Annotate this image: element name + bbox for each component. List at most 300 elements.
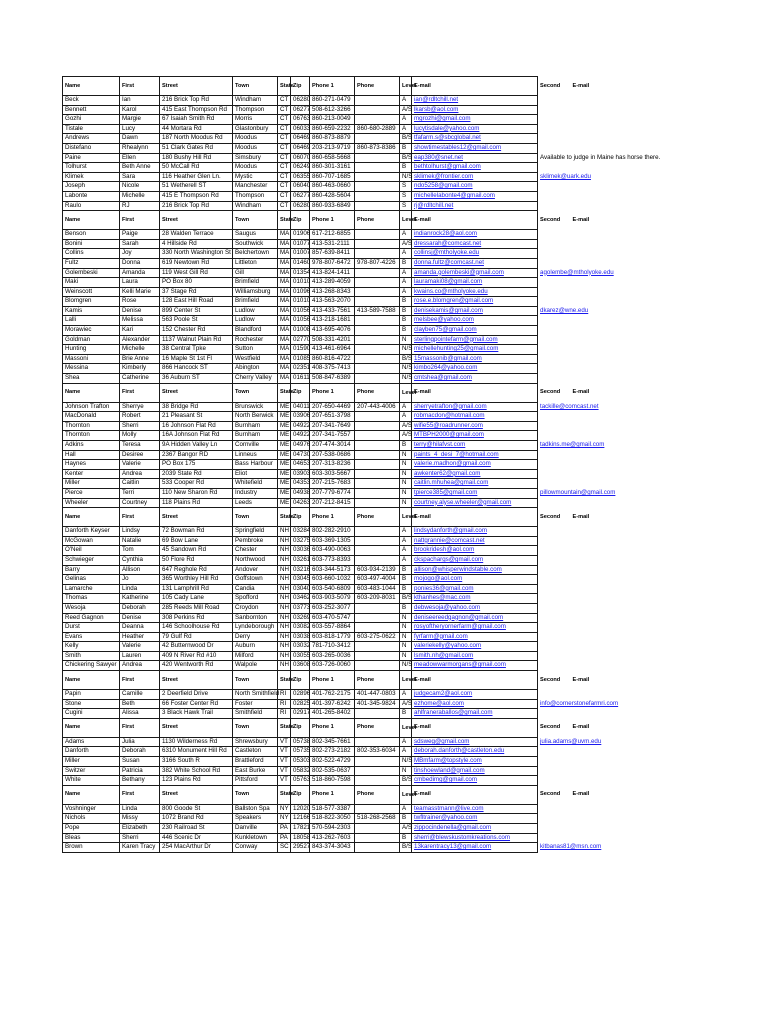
cell-phone1: 207-313-8236 [310, 460, 355, 470]
email-link[interactable]: tfafarm.s@sbcglobal.net [414, 134, 481, 142]
cell-zip: 02351 [291, 364, 310, 374]
cell-town: Ballston Spa [233, 804, 278, 814]
column-header-phone: Phone [355, 508, 400, 527]
cell-email [412, 690, 538, 700]
email-link[interactable]: nattgrannie@comcast.net [414, 536, 485, 544]
cell-email2 [571, 335, 731, 345]
email-link[interactable]: lindsydanforth@gmail.com [414, 527, 487, 535]
cell-email [412, 584, 538, 594]
email-link[interactable]: michellehunting25@gmail.com [414, 345, 499, 353]
cell-zip: 01096 [291, 287, 310, 297]
cell-email [412, 96, 538, 106]
cell-email2 [571, 469, 731, 479]
email-link[interactable]: kimbo264@yahoo.com [414, 364, 478, 372]
cell-name: Hall [63, 450, 120, 460]
cell-email2 [571, 747, 731, 757]
cell-email [412, 163, 538, 173]
cell-email2 [571, 297, 731, 307]
cell-email2 [571, 776, 731, 786]
cell-first: Heather [120, 632, 160, 642]
cell-town: Derry [233, 632, 278, 642]
cell-phone1: 207-341-7557 [310, 431, 355, 441]
cell-state: RI [278, 699, 291, 709]
cell-state: MA [278, 306, 291, 316]
column-header-street: Street [160, 671, 233, 690]
cell-state: MA [278, 230, 291, 240]
cell-street: 619 Newtown Rd [160, 258, 233, 268]
column-header-level: Level [400, 77, 412, 96]
email-link[interactable]: clayben75@gmail.com [414, 326, 477, 334]
cell-phone1: 860-816-4722 [310, 354, 355, 364]
column-header-town: Town [233, 785, 278, 804]
email-link[interactable]: kwains.co@mtholyoke.edu [414, 287, 488, 295]
cell-email [412, 757, 538, 767]
cell-email2 [571, 191, 731, 201]
email-link[interactable]: ezhome@aol.com [414, 699, 464, 707]
cell-phone1: 802-345-7661 [310, 737, 355, 747]
cell-second [538, 326, 571, 336]
cell-first: Valerie [120, 460, 160, 470]
cell-phone1: 603-252-3077 [310, 603, 355, 613]
cell-zip: 04011 [291, 402, 310, 412]
email-link[interactable]: michellelabonte4@gmail.com [414, 191, 495, 199]
email-link[interactable]: denisekamis@gmail.com [414, 306, 483, 314]
cell-phone1: 413-268-8343 [310, 287, 355, 297]
email-link[interactable]: zippocindenella@gmail.com [414, 824, 492, 831]
email-link[interactable]: mojogo@aol.com [414, 575, 463, 583]
column-header-state: State [278, 508, 291, 527]
cell-street: 50 McCall Rd [160, 163, 233, 173]
cell-phone1: 603-344-5173 [310, 565, 355, 575]
cell-state: NY [278, 814, 291, 824]
cell-name: Schwieger [63, 555, 120, 565]
email-link[interactable]: info@cornerstonefarmri.com [540, 699, 619, 707]
cell-name: Wesoja [63, 603, 120, 613]
email-link[interactable]: cmtshea@gmail.com [414, 374, 472, 382]
cell-street: 16 Johnson Flat Rd [160, 421, 233, 431]
email-link[interactable]: lkarsb@aol.com [414, 105, 459, 113]
cell-state: RI [278, 690, 291, 700]
email-link[interactable]: sdsweg@gmail.com [414, 737, 470, 745]
cell-second [538, 479, 571, 489]
cell-name: Lamarche [63, 584, 120, 594]
cell-second [538, 469, 571, 479]
cell-level: N/S [400, 661, 412, 671]
cell-name: Bennett [63, 105, 120, 115]
cell-phone [355, 546, 400, 556]
email-link[interactable]: courtney.alyse.wheeler@gmail.com [414, 498, 512, 506]
email-link[interactable]: awkenter62@gmail.com [414, 469, 481, 477]
email-link[interactable]: lucytisdale@yahoo.com [414, 124, 480, 132]
cell-zip: 03275 [291, 536, 310, 546]
cell-phone1: 518-577-3387 [310, 804, 355, 814]
cell-phone [355, 326, 400, 336]
cell-email [412, 153, 538, 163]
cell-first: Rose [120, 297, 160, 307]
cell-second [538, 115, 571, 125]
email-link[interactable]: 15massonib@gmail.com [414, 354, 482, 362]
cell-second [538, 699, 619, 709]
cell-phone [355, 412, 400, 422]
email-link[interactable]: ahlfraneraballos@gmail.com [414, 709, 493, 717]
email-link[interactable]: ponies36@gmail.com [414, 584, 474, 592]
email-link[interactable]: valeriekelly@yahoo.com [414, 642, 482, 650]
email-link[interactable]: sterlingpointefarm@gmail.com [414, 335, 498, 343]
cell-level: N/S [400, 172, 412, 182]
cell-second [538, 709, 571, 719]
email-link[interactable]: deborah.danforth@castleton.edu [414, 747, 505, 755]
cell-zip: 01590 [291, 345, 310, 355]
column-header-phone1: Phone 1 [310, 383, 355, 402]
cell-first: Denise [120, 306, 160, 316]
cell-name: Bonini [63, 239, 120, 249]
cell-zip: 04653 [291, 460, 310, 470]
cell-first: Terri [120, 488, 160, 498]
cell-level: N [400, 766, 412, 776]
cell-street: 1130 Wilderness Rd [160, 737, 233, 747]
cell-town: Cherry Valley [233, 374, 278, 384]
email-link[interactable]: lauramaki08@gmail.com [414, 278, 483, 286]
cell-name: Joseph [63, 182, 120, 192]
table-row [63, 690, 731, 700]
table-row [63, 565, 731, 575]
cell-town: Croydon [233, 603, 278, 613]
email-link[interactable]: judgecam2@aol.com [414, 690, 473, 698]
email-link[interactable]: MBmfarm@topstyle.com [414, 757, 482, 765]
table-row [63, 172, 731, 182]
cell-state: CT [278, 134, 291, 144]
cell-street: 69 Bow Lane [160, 536, 233, 546]
column-header-town: Town [233, 77, 278, 96]
table-row [63, 124, 731, 134]
cell-name: Pope [63, 824, 120, 834]
cell-first: Allison [120, 565, 160, 575]
cell-level: B [400, 575, 412, 585]
cell-town: Gill [233, 268, 278, 278]
email-link[interactable]: melsbee@yahoo.com [414, 316, 474, 324]
column-header-email: E-mail [412, 785, 538, 804]
cell-name: Nichols [63, 814, 120, 824]
cell-level: N/S [400, 757, 412, 767]
cell-zip: 05763 [291, 776, 310, 786]
email-link[interactable]: debwesoja@yahoo.com [414, 603, 481, 611]
cell-email2 [571, 134, 731, 144]
cell-state: MA [278, 268, 291, 278]
column-header-first: First [120, 718, 160, 737]
cell-email2 [571, 345, 731, 355]
cell-first: Michelle [120, 345, 160, 355]
table-row [63, 239, 731, 249]
email-link[interactable]: julia.adams@uvm.edu [540, 737, 602, 745]
column-header-first: First [120, 508, 160, 527]
table-row [63, 278, 731, 288]
cell-second [538, 201, 571, 211]
email-link[interactable]: caitlin.mhuhea@gmail.com [414, 479, 489, 487]
email-link[interactable]: showtimestables12@gmail.com [414, 143, 502, 151]
cell-level: N/S [400, 364, 412, 374]
cell-street: 45 Sandown Rd [160, 546, 233, 556]
cell-zip: 01007 [291, 249, 310, 259]
cell-email2 [571, 555, 731, 565]
email-link[interactable]: tpierce385@gmail.com [414, 488, 478, 496]
cell-zip: 06070 [291, 153, 310, 163]
column-header-town: Town [233, 671, 278, 690]
cell-second [538, 297, 571, 307]
column-header-second: Second [540, 724, 561, 731]
cell-phone1: 518-822-3050 [310, 814, 355, 824]
cell-street: 123 Plains Rd [160, 776, 233, 786]
table-row [63, 651, 731, 661]
email-link[interactable]: dkarez@wne.edu [540, 306, 589, 314]
cell-state: VT [278, 737, 291, 747]
cell-level: A [400, 115, 412, 125]
cell-name: Kamis [63, 306, 120, 316]
email-link[interactable]: sklimek@uark.edu [540, 172, 591, 180]
column-header-first: First [120, 77, 160, 96]
cell-name: Danforth Keyser [63, 527, 120, 537]
cell-town: Thompson [233, 191, 278, 201]
cell-second [538, 163, 571, 173]
column-header-town: Town [233, 508, 278, 527]
email-link[interactable]: fyrfarm@gmail.com [414, 632, 468, 640]
cell-zip: 03040 [291, 584, 310, 594]
cell-first: Sherri [120, 833, 160, 843]
email-link[interactable]: robmacdon@hotmail.com [414, 412, 485, 420]
cell-state: NH [278, 584, 291, 594]
email-link[interactable]: 13karentracy13@gmail.com [414, 843, 492, 851]
email-link[interactable]: sherryetrafton@gmail.com [414, 402, 487, 410]
cell-street: 1072 Brand Rd [160, 814, 233, 824]
cell-phone [355, 239, 400, 249]
cell-phone1: 802-273-2182 [310, 747, 355, 757]
column-header-phone1: Phone 1 [310, 718, 355, 737]
table-row [63, 814, 731, 824]
cell-first: Kimberly [120, 364, 160, 374]
cell-zip: 06040 [291, 182, 310, 192]
email-link[interactable]: ian@rdltchill.net [414, 96, 459, 103]
email-link[interactable]: donna.fultz@comcast.net [414, 258, 484, 266]
cell-level: N [400, 450, 412, 460]
cell-state: SC [278, 843, 291, 853]
cell-phone1: 207-779-6774 [310, 488, 355, 498]
email-link[interactable]: MTBPH2000@gmail.com [414, 431, 484, 439]
email-link[interactable]: wifie55@roadrunner.com [414, 421, 483, 429]
cell-level: N [400, 335, 412, 345]
email-link[interactable]: tinshoewland@gmail.com [414, 766, 485, 774]
cell-zip: 05303 [291, 757, 310, 767]
email-link[interactable]: rosyoftheryornerfarm@gmail.com [414, 623, 506, 631]
cell-phone [355, 737, 400, 747]
cell-town: North Berwick [233, 412, 278, 422]
cell-first: Denise [120, 613, 160, 623]
cell-first: Andrea [120, 661, 160, 671]
cell-second [538, 642, 571, 652]
cell-email [412, 115, 538, 125]
email-link[interactable]: brookridesh@aol.com [414, 546, 475, 554]
email-link[interactable]: teamasstmann@live.com [414, 804, 484, 812]
cell-phone [355, 268, 400, 278]
cell-phone [355, 115, 400, 125]
column-header-phone1: Phone 1 [310, 77, 355, 96]
email-link[interactable]: terry@hilafvst.com [414, 441, 466, 448]
cell-name: Raulo [63, 201, 120, 211]
cell-first: Kelli Marie [120, 287, 160, 297]
cell-level: A [400, 747, 412, 757]
cell-first: Natalie [120, 536, 160, 546]
cell-street: 2039 State Rd [160, 469, 233, 479]
email-link[interactable]: valerie.madhon@gmail.com [414, 460, 491, 468]
cell-second [538, 374, 571, 384]
cell-first: Cynthia [120, 555, 160, 565]
email-link[interactable]: ckspachargs@gmail.com [414, 555, 484, 563]
email-link[interactable]: dressarah@comcast.net [414, 239, 482, 247]
cell-phone: 207-443-4006 [355, 402, 400, 412]
email-link[interactable]: amanda.golembeski@gmail.com [414, 268, 504, 276]
cell-level: B/S [400, 153, 412, 163]
cell-email [412, 278, 538, 288]
cell-email2 [571, 766, 731, 776]
cell-town: Saugus [233, 230, 278, 240]
cell-town: Walpole [233, 661, 278, 671]
cell-level: A/S [400, 239, 412, 249]
cell-email [412, 804, 538, 814]
cell-phone [355, 105, 400, 115]
cell-state: CT [278, 115, 291, 125]
email-link[interactable]: sherri@blewskustomkreations.com [414, 833, 511, 841]
cell-email2 [571, 824, 731, 834]
email-link[interactable]: tadkins.me@gmail.com [540, 441, 605, 448]
cell-second [538, 306, 589, 316]
cell-street: 152 Chester Rd [160, 326, 233, 336]
cell-phone [355, 623, 400, 633]
email-link[interactable]: cmbedimg@gmail.com [414, 776, 478, 784]
cell-second [538, 316, 571, 326]
email-link[interactable]: kitbanas81@msn.com [540, 843, 602, 851]
cell-zip: 01010 [291, 278, 310, 288]
cell-second [538, 124, 571, 134]
cell-email [412, 402, 538, 412]
cell-zip: 03216 [291, 565, 310, 575]
table-row [63, 584, 731, 594]
column-header-first: First [120, 671, 160, 690]
cell-email2 [571, 182, 731, 192]
email-link[interactable]: deniseereedgagnon@gmail.com [414, 613, 504, 621]
cell-town: Burnham [233, 421, 278, 431]
cell-second [538, 603, 571, 613]
cell-first: Lauren [120, 651, 160, 661]
cell-zip: 04922 [291, 431, 310, 441]
cell-town: Windham [233, 96, 278, 106]
cell-email2 [571, 105, 731, 115]
cell-zip: 02825 [291, 699, 310, 709]
cell-phone [355, 833, 400, 843]
cell-first: Brie Anne [120, 354, 160, 364]
cell-name: Benson [63, 230, 120, 240]
cell-phone1: 413-695-4076 [310, 326, 355, 336]
email-link[interactable]: kthanhes@mac.com [414, 594, 471, 602]
column-header-phone: Phone [355, 77, 400, 96]
cell-second [538, 498, 571, 508]
email-link[interactable]: rose.e.blomgren@gmail.com [414, 297, 494, 305]
table-row [63, 143, 731, 153]
cell-first: Camille [120, 690, 160, 700]
cell-town: Milford [233, 651, 278, 661]
cell-street: 415 East Thompson Rd [160, 105, 233, 115]
column-header-second: Second [540, 216, 561, 223]
email-link[interactable]: allison@whisperwindstable.com [414, 565, 502, 573]
cell-street: 866 Hancock ST [160, 364, 233, 374]
email-link[interactable]: mgrozhi@gmail.com [414, 115, 471, 123]
cell-street: 2367 Bangor RD [160, 450, 233, 460]
cell-phone1: 860-271-0479 [310, 96, 355, 106]
column-header-name: Name [63, 718, 120, 737]
cell-name: Bleas [63, 833, 120, 843]
cell-zip: 05735 [291, 747, 310, 757]
cell-phone1: 207-212-8415 [310, 498, 355, 508]
column-header-second: Second [540, 676, 561, 683]
cell-town: Mystic [233, 172, 278, 182]
cell-street: 365 Worthley Hill Rd [160, 575, 233, 585]
cell-second [538, 546, 571, 556]
email-link[interactable]: twfltrainer@yahoo.com [414, 814, 478, 822]
email-link[interactable]: ndo5258@gmail.com [414, 182, 473, 190]
email-link[interactable]: rj@rdltchill.net [414, 201, 454, 209]
cell-street: 800 Goode St [160, 804, 233, 814]
email-link[interactable]: indianrock28@aol.com [414, 230, 478, 238]
cell-town: Chester [233, 546, 278, 556]
cell-email2 [571, 460, 731, 470]
cell-phone [355, 843, 400, 853]
cell-zip: 01611 [291, 374, 310, 384]
email-link[interactable]: collinsj@mtholyoke.edu [414, 249, 480, 257]
cell-email [412, 747, 538, 757]
cell-name: Maki [63, 278, 120, 288]
email-link[interactable]: eap380@snet.net [414, 153, 463, 161]
email-link[interactable]: sklimek@frontier.com [414, 172, 474, 180]
table-row [63, 345, 731, 355]
cell-town: Auburn [233, 642, 278, 652]
email-link[interactable]: bethtolhurst@gmail.com [414, 163, 481, 171]
email-link[interactable]: paints_4_desi_7@hotmail.com [414, 450, 499, 458]
column-header-zip: Zip [291, 508, 310, 527]
cell-second [538, 134, 571, 144]
table-row [63, 632, 731, 642]
cell-level: A [400, 278, 412, 288]
cell-state: MA [278, 326, 291, 336]
email-link[interactable]: agolembe@mtholyoke.edu [540, 268, 614, 276]
email-link[interactable]: pillowmountain@gmail.com [540, 488, 616, 496]
cell-street: 230 Railroad St [160, 824, 233, 834]
cell-phone [355, 316, 400, 326]
cell-phone [355, 450, 400, 460]
cell-level: N [400, 642, 412, 652]
cell-phone: 518-268-2568 [355, 814, 400, 824]
cell-town: Windham [233, 201, 278, 211]
email-link[interactable]: meadowwarmorgans@gmail.com [414, 661, 506, 669]
cell-phone1: 860-658-5668 [310, 153, 355, 163]
cell-name: Collins [63, 249, 120, 259]
cell-level: A [400, 249, 412, 259]
email-link[interactable]: tackille@comcast.net [540, 402, 599, 410]
cell-name: Thornton [63, 431, 120, 441]
cell-town: Danville [233, 824, 278, 834]
cell-first: Sherri [120, 421, 160, 431]
cell-state: CT [278, 172, 291, 182]
cell-phone [355, 642, 400, 652]
email-link[interactable]: lsmith.nh@gmail.com [414, 651, 474, 659]
cell-level: A/S [400, 421, 412, 431]
cell-name: Thornton [63, 421, 120, 431]
